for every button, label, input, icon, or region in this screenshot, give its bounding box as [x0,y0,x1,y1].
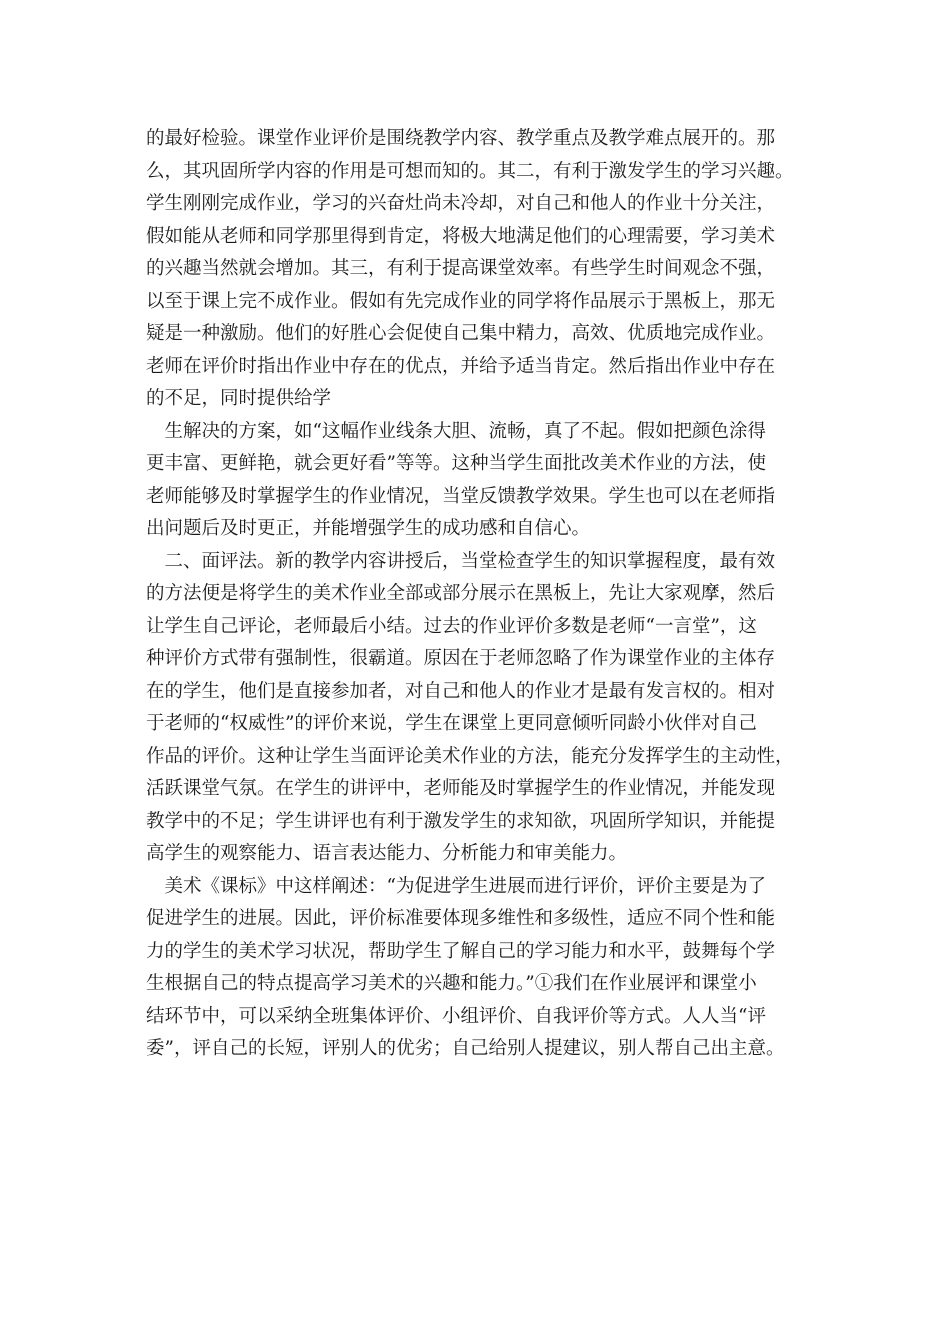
text-line: 学生刚刚完成作业，学习的兴奋灶尚未冷却，对自己和他人的作业十分关注， [146,193,776,214]
text-line: 老师能够及时掌握学生的作业情况，当堂反馈教学效果。学生也可以在老师指 [146,485,776,507]
text-line: 力的学生的美术学习状况，帮助学生了解自己的学习能力和水平，鼓舞每个学 [146,940,776,962]
text-line: 的不足，同时提供给学 [146,388,332,409]
text-line: 假如能从老师和同学那里得到肯定，将极大地满足他们的心理需要，学习美术 [146,225,776,247]
text-line: 教学中的不足；学生讲评也有利于激发学生的求知欲，巩固所学知识，并能提 [146,810,776,832]
text-line: 么，其巩固所学内容的作用是可想而知的。其二，有利于激发学生的学习兴趣。 [146,160,794,182]
text-line: 二、面评法。新的教学内容讲授后，当堂检查学生的知识掌握程度，最有效 [146,550,776,572]
text-line: 以至于课上完不成作业。假如有先完成作业的同学将作品展示于黑板上，那无 [146,290,776,312]
text-line: 促进学生的进展。因此，评价标准要体现多维性和多级性，适应不同个性和能 [146,908,776,929]
text-line: 美术《课标》中这样阐述：“为促进学生进展而进行评价，评价主要是为了 [146,875,766,897]
text-line: 疑是一种激励。他们的好胜心会促使自己集中精力，高效、优质地完成作业。 [146,323,776,344]
text-line: 高学生的观察能力、语言表达能力、分析能力和审美能力。 [146,843,628,864]
text-line: 让学生自己评论，老师最后小结。过去的作业评价多数是老师“一言堂”，这 [146,615,757,637]
text-line: 委”，评自己的长短，评别人的优劣；自己给别人提建议，别人帮自己出主意。 [146,1038,785,1059]
text-line: 出问题后及时更正，并能增强学生的成功感和自信心。 [146,518,591,539]
text-line: 生根据自己的特点提高学习美术的兴趣和能力。”①我们在作业展评和课堂小 [146,973,757,994]
text-line: 的最好检验。课堂作业评价是围绕教学内容、教学重点及教学难点展开的。那 [146,128,776,149]
text-line: 老师在评价时指出作业中存在的优点，并给予适当肯定。然后指出作业中存在 [146,355,776,377]
body-text [146,123,810,1066]
text-line: 生解决的方案，如“这幅作业线条大胆、流畅，真了不起。假如把颜色涂得 [146,420,766,442]
text-line: 作品的评价。这种让学生当面评论美术作业的方法，能充分发挥学生的主动性， [146,745,794,767]
text-line: 种评价方式带有强制性，很霸道。原因在于老师忽略了作为课堂作业的主体存 [146,648,776,669]
text-line: 的兴趣当然就会增加。其三，有利于提高课堂效率。有些学生时间观念不强， [146,258,776,279]
text-line: 更丰富、更鲜艳，就会更好看”等等。这种当学生面批改美术作业的方法，使 [146,453,766,474]
text-line: 在的学生，他们是直接参加者，对自己和他人的作业才是最有发言权的。相对 [146,680,776,702]
text-line: 结环节中，可以采纳全班集体评价、小组评价、自我评价等方式。人人当“评 [146,1005,766,1027]
text-line: 于老师的“权威性”的评价来说，学生在课堂上更同意倾听同龄小伙伴对自己 [146,713,757,734]
text-line: 活跃课堂气氛。在学生的讲评中，老师能及时掌握学生的作业情况，并能发现 [146,778,776,799]
text-line: 的方法便是将学生的美术作业全部或部分展示在黑板上，先让大家观摩，然后 [146,583,776,604]
